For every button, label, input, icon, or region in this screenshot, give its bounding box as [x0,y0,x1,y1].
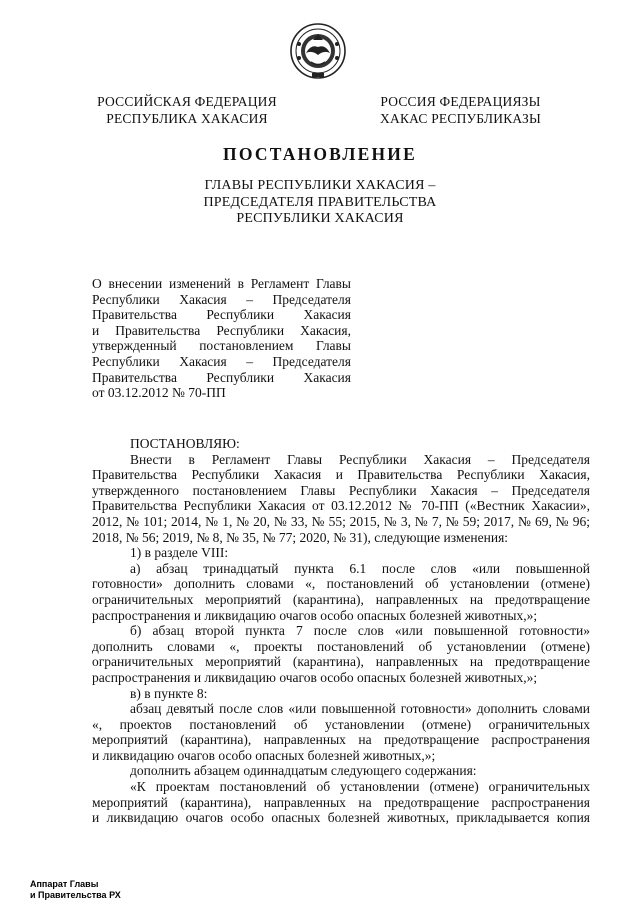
body-line: в) в пункте 8: [130,685,208,701]
document-title: ПОСТАНОВЛЕНИЕ [223,144,417,164]
subtitle-line-3: РЕСПУБЛИКИ ХАКАСИЯ [236,211,404,226]
subject-line: Республики Хакасия – Председателя [92,353,351,369]
subject-line: О внесении изменений в Регламент Главы [92,276,351,291]
body-line: утвержденного постановлением Главы Республики Хакасия – Председателя [92,482,590,498]
header-left-line-1: РОССИЙСКАЯ ФЕДЕРАЦИЯ [97,94,277,109]
subject-line: Правительства Республики Хакасия [92,307,351,323]
body-line: «, проектов постановлений об установлении (отмене) ограничительных [92,716,590,732]
subject-line: Республики Хакасия – Председателя [92,291,351,307]
header-khakas [368,93,553,127]
body-line: готовности» дополнить словами «, постановлений об установлении (отмене) [92,576,590,592]
header-right-line-2: ХАКАС РЕСПУБЛИКАЗЫ [380,111,541,126]
header-left-line-2: РЕСПУБЛИКА ХАКАСИЯ [106,111,268,126]
body-line: а) абзац тринадцатый пункта 6.1 после слов «или повышенной [130,560,590,576]
subject-line: от 03.12.2012 № 70-ПП [92,385,226,401]
stamp-line-2: и Правительства РХ [30,890,121,900]
subject-line: Правительства Республики Хакасия [92,369,351,385]
body-line: мероприятий (карантина), направленных на предотвращение распространения [92,794,590,810]
body-line: абзац девятый после слов «или повышенной готовности» дополнить словами [130,701,590,717]
body-line: и ликвидацию очагов особо опасных болезней животных,»; [92,747,436,763]
body-line: и ликвидацию очагов особо опасных болезней животных, прикладывается копия [92,810,590,826]
header-russian [92,93,282,127]
body-line: Правительства Республики Хакасия и Правительства Республики Хакасия, [92,467,590,483]
body-line: дополнить словами «, проекты постановлений об установлении (отмене) [92,638,590,654]
subject-line: и Правительства Республики Хакасия, [92,322,351,338]
body-line: ограничительных мероприятий (карантина), направленных на предотвращение [92,654,590,670]
body-line: распространения и ликвидацию очагов особо опасных болезней животных,»; [92,607,538,623]
body-line: Внести в Регламент Главы Республики Хакасия – Председателя [130,451,590,467]
coat-of-arms-icon [289,22,347,80]
body-line: ограничительных мероприятий (карантина), направленных на предотвращение [92,591,590,607]
body-line: дополнить абзацем одиннадцатым следующего содержания: [130,763,477,779]
body-line: 2012, № 101; 2014, № 1, № 20, № 33, № 55; 2015, № 3, № 7, № 59; 2017, № 69, № 96; [92,513,590,529]
document-subject [92,276,351,401]
subtitle-line-2: ПРЕДСЕДАТЕЛЯ ПРАВИТЕЛЬСТВА [203,194,437,210]
header-right-line-1: РОССИЯ ФЕДЕРАЦИЯЗЫ [380,94,541,109]
body-line: «К проектам постановлений об установлении (отмене) ограничительных [130,779,590,795]
document-subtitle [0,178,640,228]
body-line: распространения и ликвидацию очагов особо опасных болезней животных,»; [92,669,538,685]
body-line: 2018, № 56; 2019, № 8, № 35, № 77; 2020, № 31), следующие изменения: [92,529,509,545]
body-line: 1) в разделе VIII: [130,545,229,561]
body-line: б) абзац второй пункта 7 после слов «или повышенной готовности» [130,623,590,639]
body-line: мероприятий (карантина), направленных на предотвращение распространения [92,732,590,748]
body-line: Правительства Республики Хакасия от 03.12.2012 № 70-ПП («Вестник Хакасии», [92,498,590,514]
subject-line: утвержденный постановлением Главы [92,338,351,354]
subtitle-line-1: ГЛАВЫ РЕСПУБЛИКИ ХАКАСИЯ – [204,178,436,193]
office-stamp [30,879,121,901]
stamp-line-1: Аппарат Главы [30,879,99,889]
document-body [92,436,590,826]
decree-word: ПОСТАНОВЛЯЮ: [130,436,240,451]
